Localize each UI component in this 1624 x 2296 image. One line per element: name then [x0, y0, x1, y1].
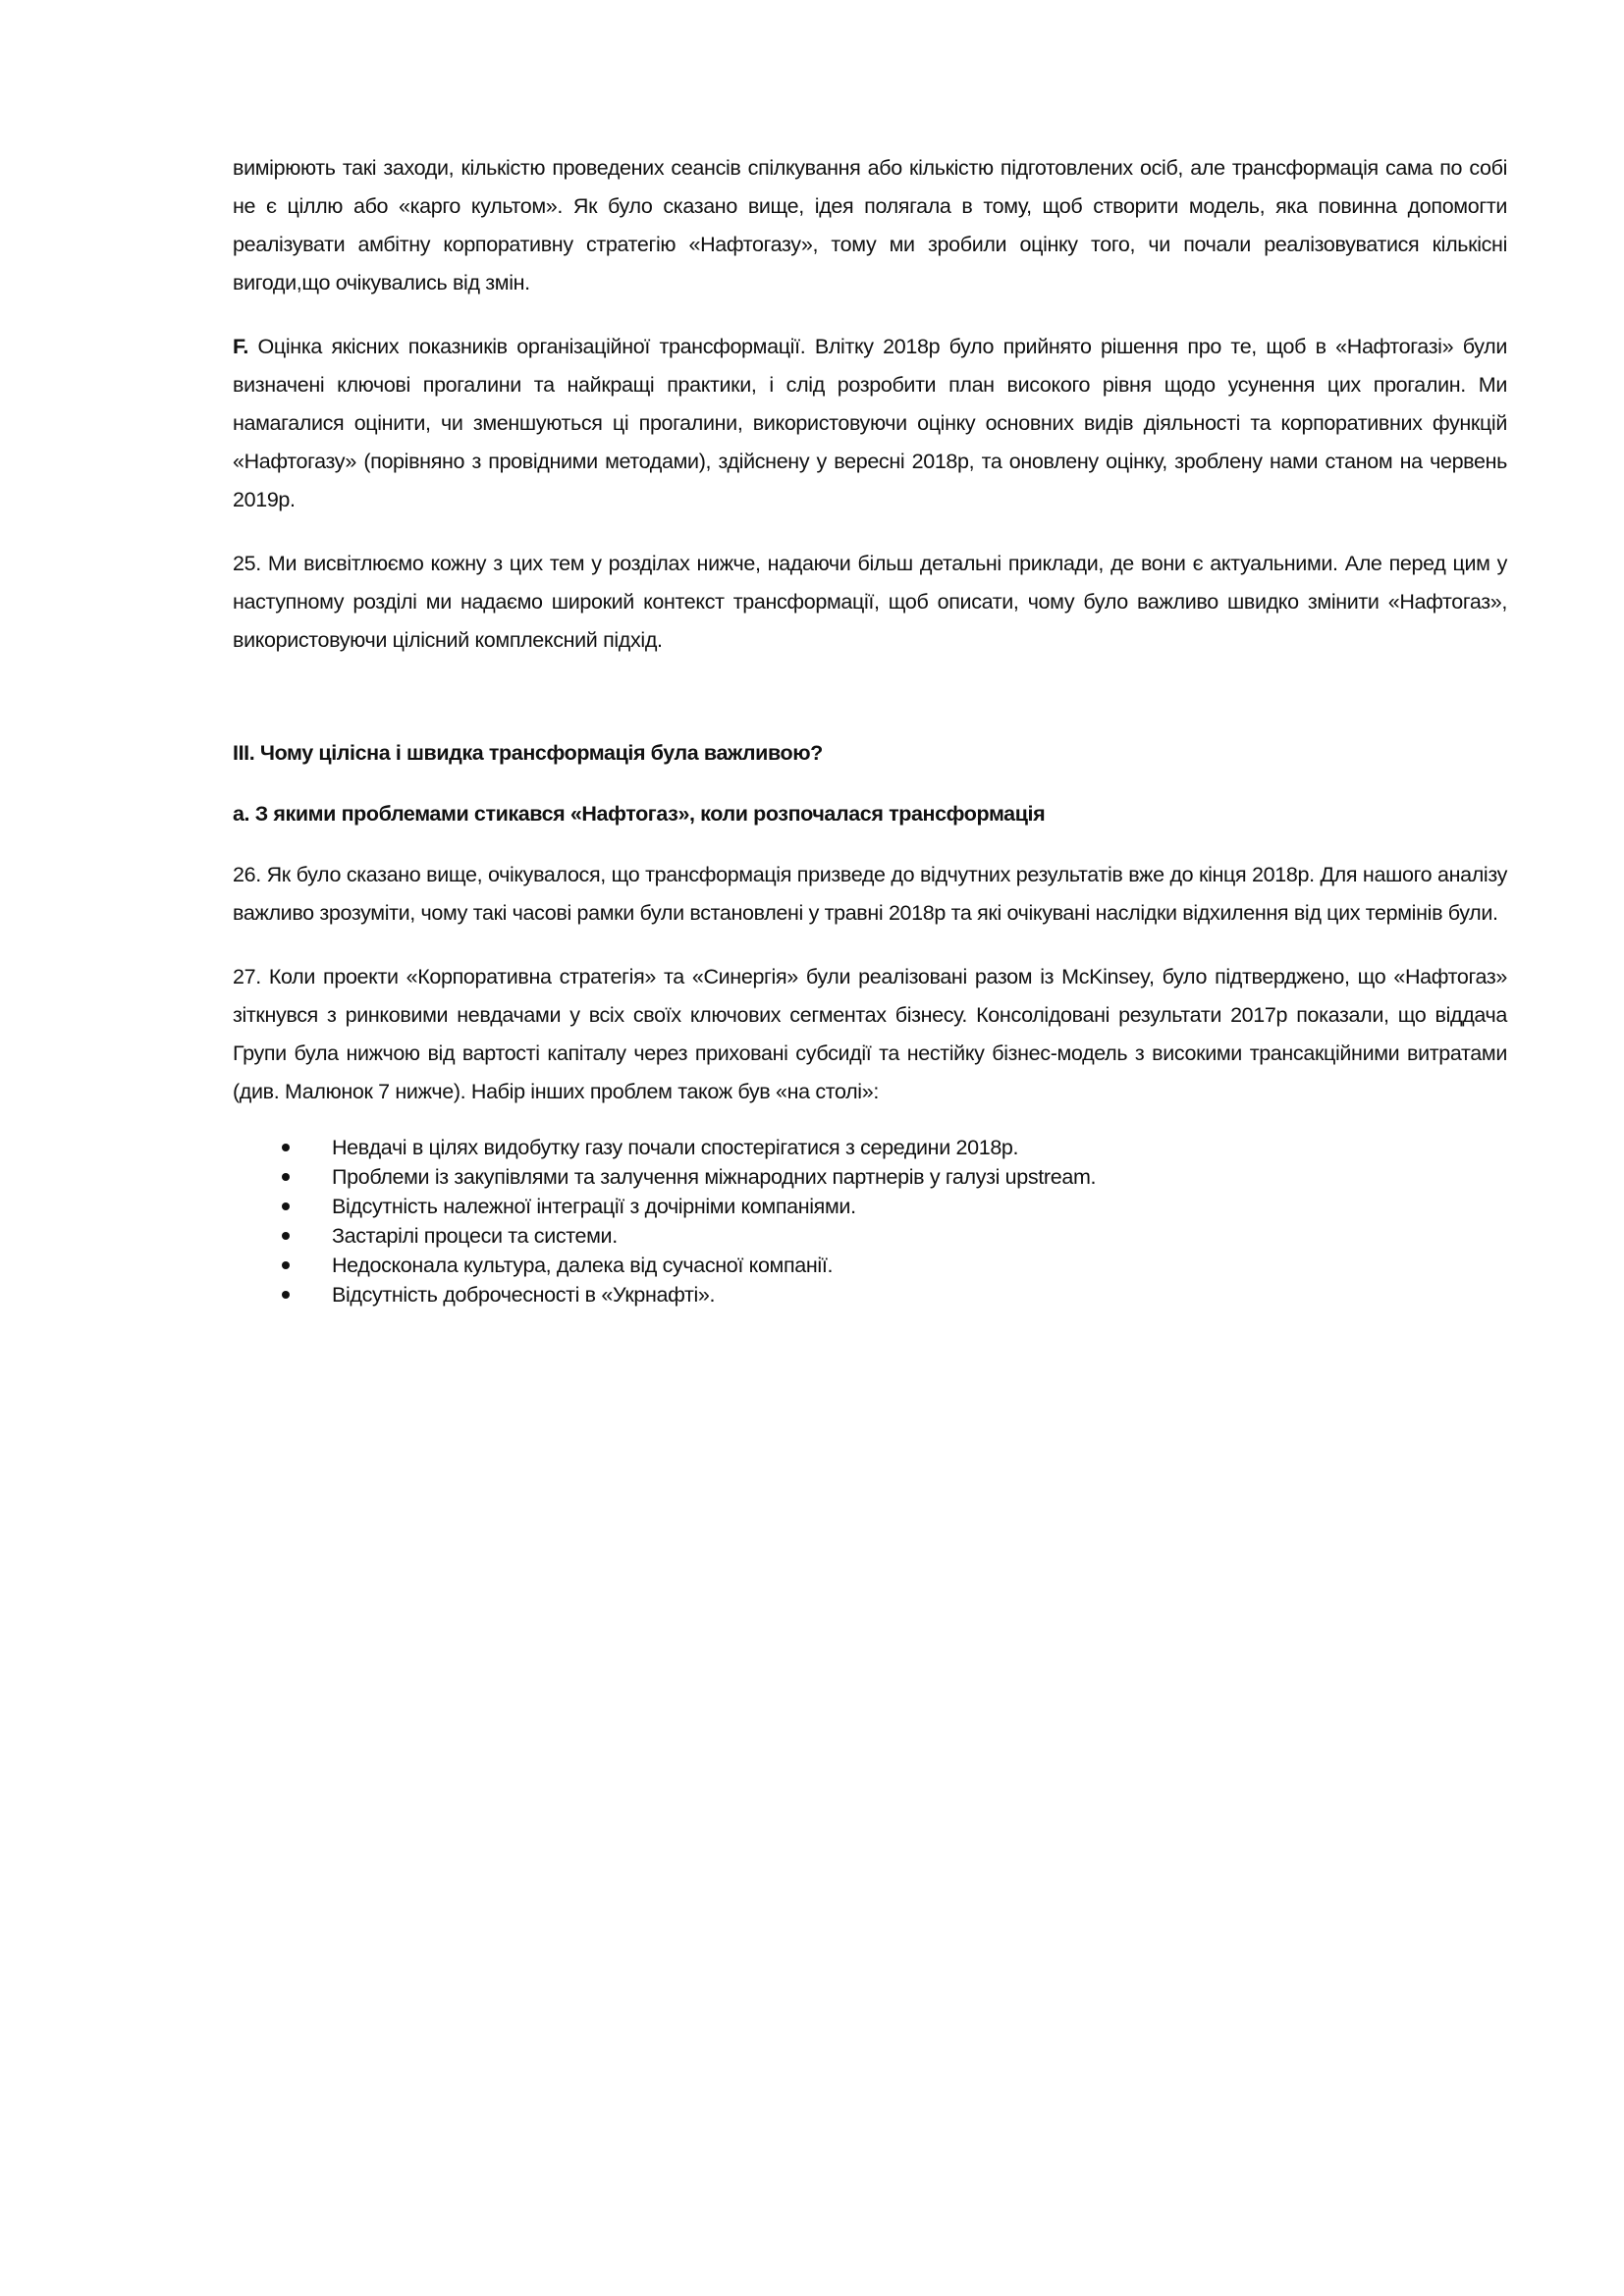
spacer: [233, 660, 1507, 738]
list-item: [233, 1280, 1507, 1309]
list-item-text: Відсутність належної інтеграції з дочірніми компаніями.: [332, 1195, 856, 1218]
bullet-icon: [282, 1291, 290, 1299]
paragraph-27: 27. Коли проекти «Корпоративна стратегія» та «Синергія» були реалізовані разом із McKinsey, було підтверджено, що «Нафтогаз» зіткнувся з ринковими невдачами у всіх своїх ключових сегментах бізнесу. Консолідовані результати 2017р показали, що віддача Групи була нижчою від вартості капіталу через приховані субсидії та нестійку бізнес-модель з високими трансакційними витратами (див. Малюнок 7 нижче). Набір інших проблем також був «на столі»:: [233, 965, 1507, 1103]
paragraph-26: 26. Як було сказано вище, очікувалося, що трансформація призведе до відчутних результатів вже до кінця 2018р. Для нашого аналізу важливо зрозуміти, чому такі часові рамки були встановлені у травні 2018р та які очікувані наслідки відхилення від цих термінів були.: [233, 863, 1507, 925]
paragraph-f-label: F.: [233, 335, 249, 358]
list-item-text: Недосконала культура, далека від сучасної компанії.: [332, 1254, 834, 1277]
list-item-text: Відсутність доброчесності в «Укрнафті».: [332, 1283, 716, 1307]
spacer: [233, 302, 1507, 328]
subsection-heading-a: a. З якими проблемами стикався «Нафтогаз», коли розпочалася трансформація: [233, 802, 1046, 826]
spacer: [233, 828, 1507, 856]
section-heading-iii: III. Чому цілісна і швидка трансформація була важливою?: [233, 741, 823, 765]
list-item-text: Проблеми із закупівлями та залучення міжнародних партнерів у галузі upstream.: [332, 1165, 1097, 1189]
problems-bullet-list: [233, 1133, 1507, 1309]
list-item: [233, 1251, 1507, 1280]
list-item-text: Невдачі в цілях видобутку газу почали спостерігатися з середини 2018р.: [332, 1136, 1019, 1159]
bullet-icon: [282, 1202, 290, 1210]
bullet-icon: [282, 1261, 290, 1269]
list-item-text: Застарілі процеси та системи.: [332, 1224, 618, 1248]
spacer: [233, 933, 1507, 958]
spacer: [233, 519, 1507, 545]
bullet-icon: [282, 1173, 290, 1181]
paragraph-f: [233, 328, 1507, 519]
list-item: [233, 1221, 1507, 1251]
document-page: [233, 149, 1507, 1309]
paragraph-f-text: Оцінка якісних показників організаційної трансформації. Влітку 2018р було прийнято рішення про те, щоб в «Нафтогазі» були визначені ключові прогалини та найкращі практики, і слід розробити план високого рівня щодо усунення цих прогалин. Ми намагалися оцінити, чи зменшуються ці прогалини, використовуючи оцінку основних видів діяльності та корпоративних функцій «Нафтогазу» (порівняно з провідними методами), здійснену у вересні 2018р, та оновлену оцінку, зроблену нами станом на червень 2019р.: [233, 335, 1507, 511]
list-item: [233, 1192, 1507, 1221]
list-item: [233, 1133, 1507, 1162]
bullet-icon: [282, 1232, 290, 1240]
paragraph-25: 25. Ми висвітлюємо кожну з цих тем у розділах нижче, надаючи більш детальні приклади, де вони є актуальними. Але перед цим у наступному розділі ми надаємо широкий контекст трансформації, щоб описати, чому було важливо швидко змінити «Нафтогаз», використовуючи цілісний комплексний підхід.: [233, 552, 1507, 652]
spacer: [233, 768, 1507, 799]
paragraph-intro-continuation: вимірюють такі заходи, кількістю проведених сеансів спілкування або кількістю підготовлених осіб, але трансформація сама по собі не є ціллю або «карго культом». Як було сказано вище, ідея полягала в тому, щоб створити модель, яка повинна допомогти реалізувати амбітну корпоративну стратегію «Нафтогазу», тому ми зробили оцінку того, чи почали реалізовуватися кількісні вигоди,що очікувались від змін.: [233, 156, 1507, 294]
list-item: [233, 1162, 1507, 1192]
bullet-icon: [282, 1144, 290, 1151]
spacer: [233, 1111, 1507, 1133]
